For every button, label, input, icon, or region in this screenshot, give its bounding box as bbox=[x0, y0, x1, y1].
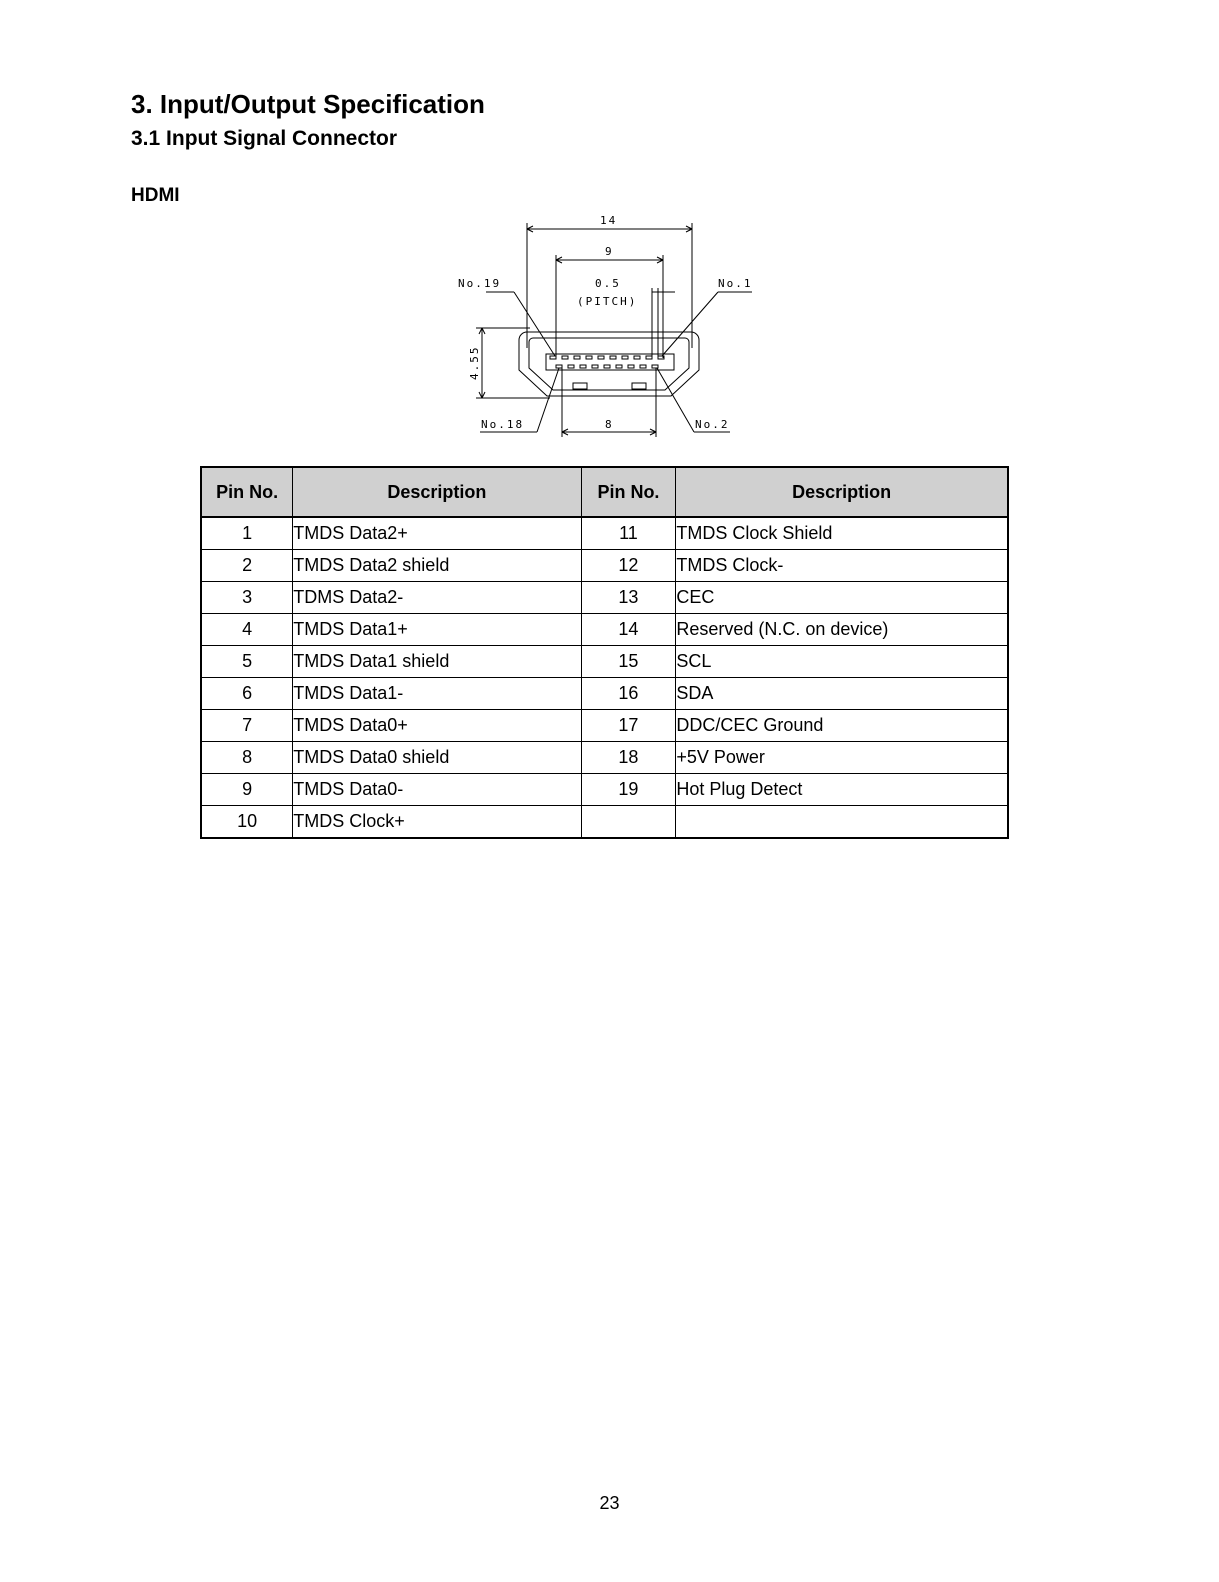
pin-number bbox=[581, 806, 676, 839]
pin-19-label: No.19 bbox=[458, 277, 502, 290]
table-row bbox=[201, 582, 1008, 614]
pin-description: TMDS Data1+ bbox=[293, 614, 581, 646]
pin-description: SDA bbox=[676, 678, 1008, 710]
pin-number: 17 bbox=[581, 710, 676, 742]
dim-pitch-label: 0.5 bbox=[595, 277, 621, 290]
hdmi-connector-diagram bbox=[440, 208, 770, 443]
table-row bbox=[201, 710, 1008, 742]
pin-number: 14 bbox=[581, 614, 676, 646]
pin-description: CEC bbox=[676, 582, 1008, 614]
pin-number: 8 bbox=[201, 742, 293, 774]
pin-number: 4 bbox=[201, 614, 293, 646]
pin-number: 10 bbox=[201, 806, 293, 839]
header-pin-no: Pin No. bbox=[201, 467, 293, 517]
pin-description: TMDS Clock+ bbox=[293, 806, 581, 839]
dim-455-label: 4.55 bbox=[468, 345, 481, 380]
pin-number: 2 bbox=[201, 550, 293, 582]
pin-description: TDMS Data2- bbox=[293, 582, 581, 614]
table-row bbox=[201, 678, 1008, 710]
pin-description: TMDS Data0- bbox=[293, 774, 581, 806]
pin-1-label: No.1 bbox=[718, 277, 753, 290]
table-row bbox=[201, 614, 1008, 646]
pin-number: 19 bbox=[581, 774, 676, 806]
pin-description: TMDS Data0+ bbox=[293, 710, 581, 742]
header-pin-no: Pin No. bbox=[581, 467, 676, 517]
pin-number: 15 bbox=[581, 646, 676, 678]
table-row bbox=[201, 774, 1008, 806]
table-row bbox=[201, 550, 1008, 582]
pin-number: 9 bbox=[201, 774, 293, 806]
pin-description: Hot Plug Detect bbox=[676, 774, 1008, 806]
pin-number: 7 bbox=[201, 710, 293, 742]
page-number: 23 bbox=[599, 1493, 620, 1513]
pin-description bbox=[676, 806, 1008, 839]
pin-18-label: No.18 bbox=[481, 418, 525, 431]
pin-number: 1 bbox=[201, 517, 293, 550]
table-row bbox=[201, 742, 1008, 774]
pitch-label: (PITCH) bbox=[577, 295, 638, 308]
table-row bbox=[201, 646, 1008, 678]
table-row bbox=[201, 517, 1008, 550]
dim-14-label: 14 bbox=[600, 214, 618, 227]
pin-description: Reserved (N.C. on device) bbox=[676, 614, 1008, 646]
pin-number: 12 bbox=[581, 550, 676, 582]
header-description: Description bbox=[293, 467, 581, 517]
pin-number: 3 bbox=[201, 582, 293, 614]
pin-2-label: No.2 bbox=[695, 418, 730, 431]
table-header-row bbox=[201, 467, 1008, 517]
pin-number: 11 bbox=[581, 517, 676, 550]
subsection-heading: 3.1 Input Signal Connector bbox=[131, 127, 398, 150]
pin-description: TMDS Data2+ bbox=[293, 517, 581, 550]
pin-description: TMDS Data1- bbox=[293, 678, 581, 710]
section-heading: 3. Input/Output Specification bbox=[131, 89, 485, 119]
connector-label: HDMI bbox=[131, 185, 180, 206]
pin-description: TMDS Clock Shield bbox=[676, 517, 1008, 550]
table-row bbox=[201, 806, 1008, 839]
pin-number: 16 bbox=[581, 678, 676, 710]
pin-number: 6 bbox=[201, 678, 293, 710]
header-description: Description bbox=[676, 467, 1008, 517]
dim-8-label: 8 bbox=[605, 418, 614, 431]
pin-description: +5V Power bbox=[676, 742, 1008, 774]
dim-9-label: 9 bbox=[605, 245, 614, 258]
pin-assignment-table bbox=[200, 466, 1009, 839]
pin-description: DDC/CEC Ground bbox=[676, 710, 1008, 742]
pin-number: 18 bbox=[581, 742, 676, 774]
pin-number: 5 bbox=[201, 646, 293, 678]
pin-description: TMDS Data1 shield bbox=[293, 646, 581, 678]
pin-description: TMDS Data2 shield bbox=[293, 550, 581, 582]
pin-description: TMDS Data0 shield bbox=[293, 742, 581, 774]
pin-description: SCL bbox=[676, 646, 1008, 678]
pin-description: TMDS Clock- bbox=[676, 550, 1008, 582]
pin-number: 13 bbox=[581, 582, 676, 614]
